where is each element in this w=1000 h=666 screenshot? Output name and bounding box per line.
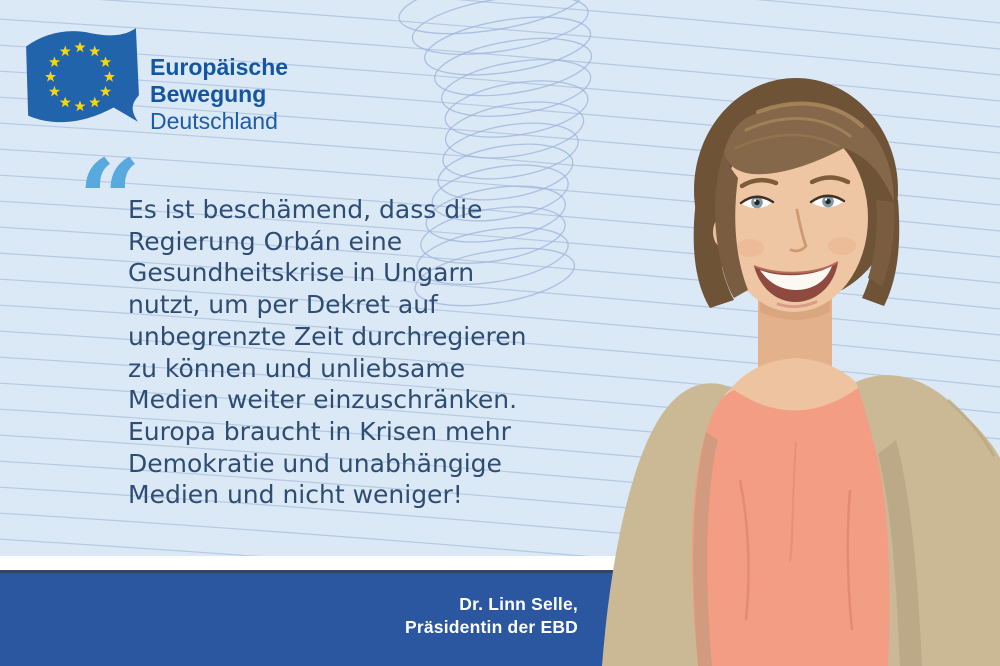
attribution-block: [405, 593, 578, 639]
portrait-photo: [600, 60, 1000, 666]
logo-line-1: Europäische: [150, 54, 289, 80]
attribution-title: Präsidentin der EBD: [404, 617, 578, 637]
ebd-logo: [20, 24, 288, 135]
attribution-name: Dr. Linn Selle,: [459, 594, 578, 614]
quote-mark-icon: “: [78, 135, 142, 264]
logo-line-2: Bewegung: [150, 81, 267, 107]
logo-wordmark: [150, 24, 288, 135]
quote-text: Es ist beschämend, dass die Regierung Orbán eine Gesundheitskrise in Ungarn nutzt, um per Dekret auf unbegrenzte Zeit durchregieren zu können und unliebsame Medien weiter einzuschränken. Europa braucht in Krisen mehr Demokratie und unabhängige Medien und nicht weniger!: [128, 195, 527, 510]
eu-flag-icon: [20, 24, 142, 134]
portrait-woman: [602, 78, 1000, 666]
logo-line-3: Deutschland: [150, 108, 278, 134]
